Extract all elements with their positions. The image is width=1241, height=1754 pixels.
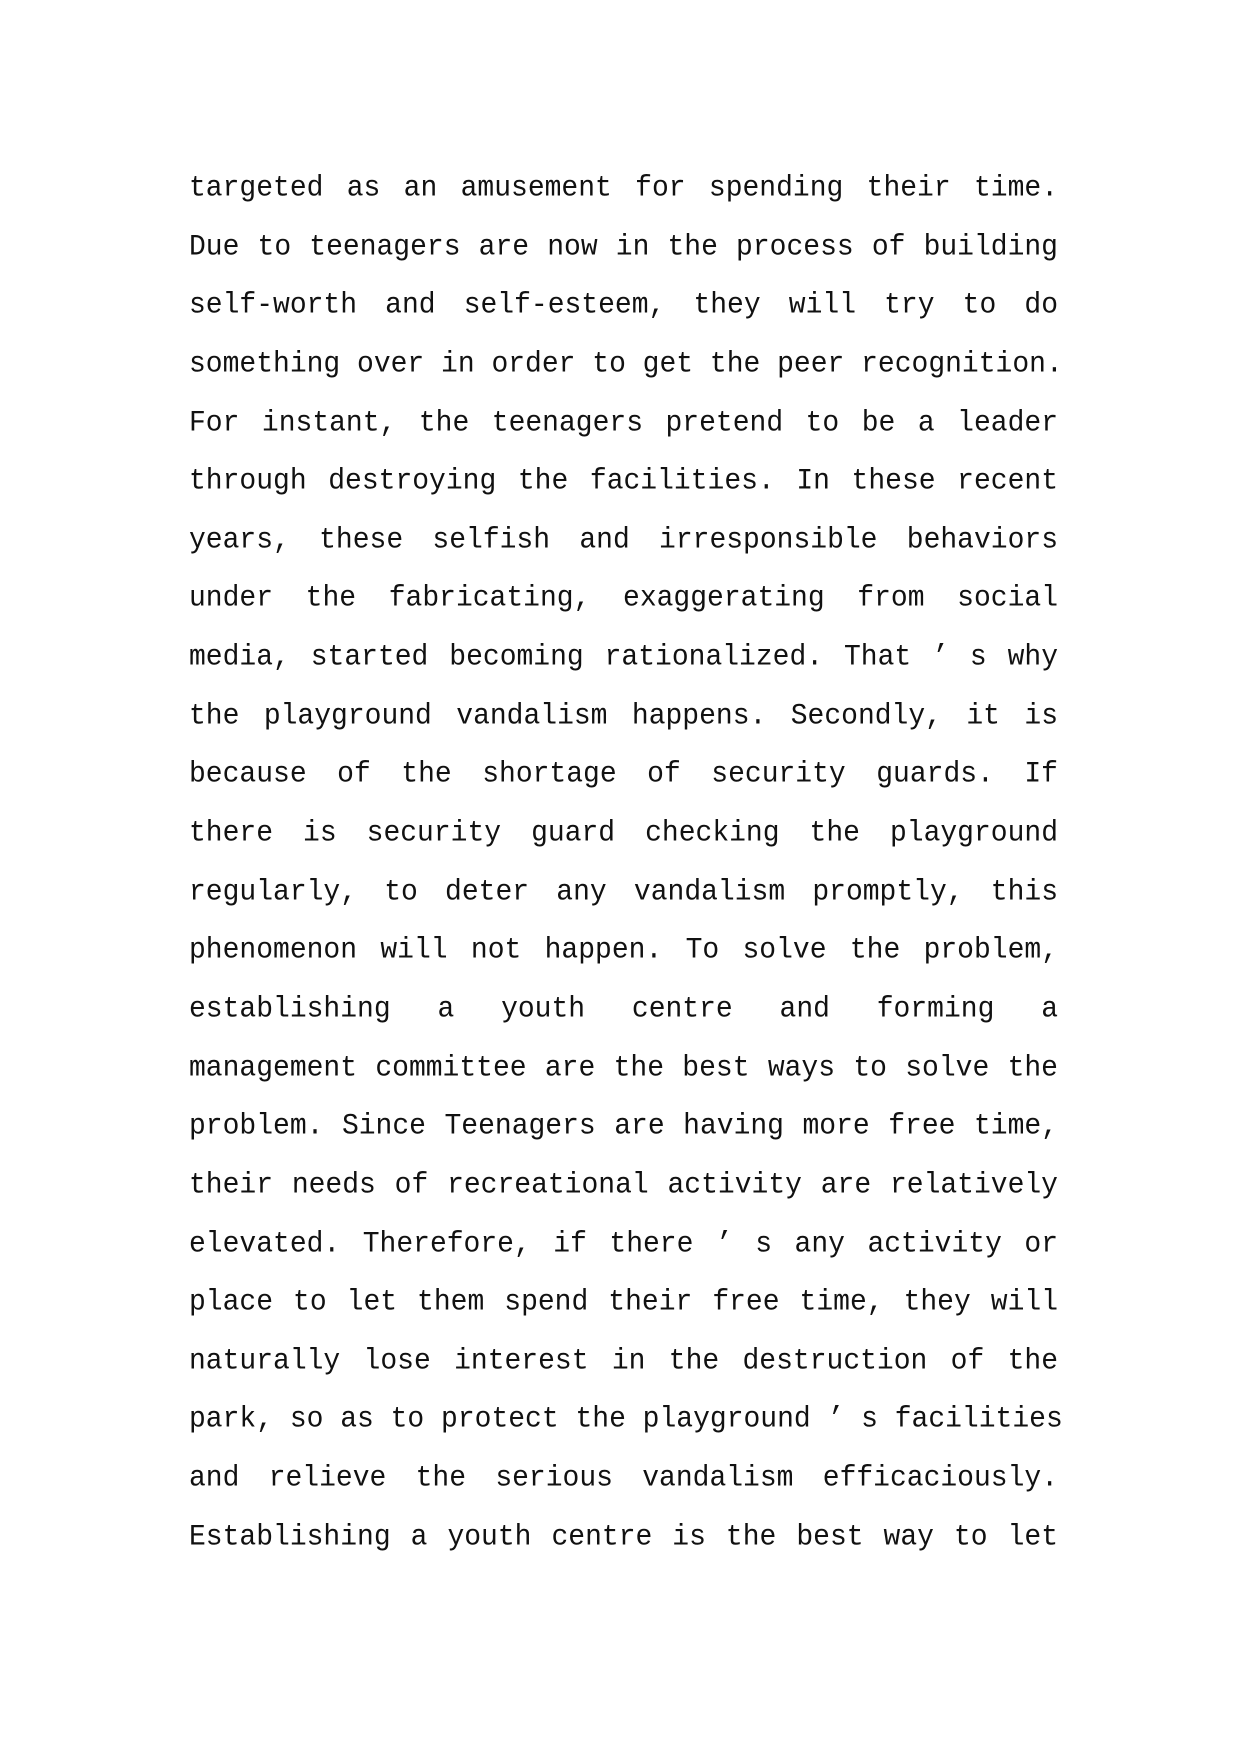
text-line: place to let them spend their free time, they will: [189, 1286, 1058, 1319]
text-line: Due to teenagers are now in the process of building: [189, 230, 1058, 264]
text-line: there is security guard checking the playground: [189, 817, 1058, 850]
text-line: management committee are the best ways to solve the: [189, 1051, 1058, 1085]
text-line: the playground vandalism happens. Secondly, it is: [189, 699, 1058, 733]
text-line: and relieve the serious vandalism efficaciously.: [189, 1462, 1058, 1495]
text-line: problem. Since Teenagers are having more free time,: [189, 1110, 1058, 1143]
text-line: self-worth and self-esteem, they will try to do: [189, 289, 1058, 323]
text-line: elevated. Therefore, if there ’ s any activity or: [189, 1227, 1058, 1261]
text-line: phenomenon will not happen. To solve the problem,: [189, 934, 1058, 968]
text-line: For instant, the teenagers pretend to be a leader: [189, 406, 1058, 440]
text-line: regularly, to deter any vandalism promptly, this: [189, 875, 1058, 909]
text-line: naturally lose interest in the destruction of the: [189, 1344, 1058, 1378]
text-line: targeted as an amusement for spending their time.: [189, 172, 1058, 205]
text-line: under the fabricating, exaggerating from social: [189, 582, 1058, 616]
text-line: years, these selfish and irresponsible behaviors: [189, 524, 1058, 557]
document-body: [189, 160, 1063, 1567]
text-line: media, started becoming rationalized. That ’ s why: [189, 641, 1058, 674]
text-line: their needs of recreational activity are relatively: [189, 1169, 1058, 1202]
text-line: park, so as to protect the playground ’ s facilities: [189, 1403, 1063, 1437]
text-line: establishing a youth centre and forming a: [189, 993, 1058, 1026]
text-line: Establishing a youth centre is the best way to let: [189, 1520, 1058, 1554]
text-line: through destroying the facilities. In these recent: [189, 465, 1058, 498]
text-line: because of the shortage of security guards. If: [189, 758, 1058, 792]
text-line: something over in order to get the peer recognition.: [189, 348, 1063, 381]
